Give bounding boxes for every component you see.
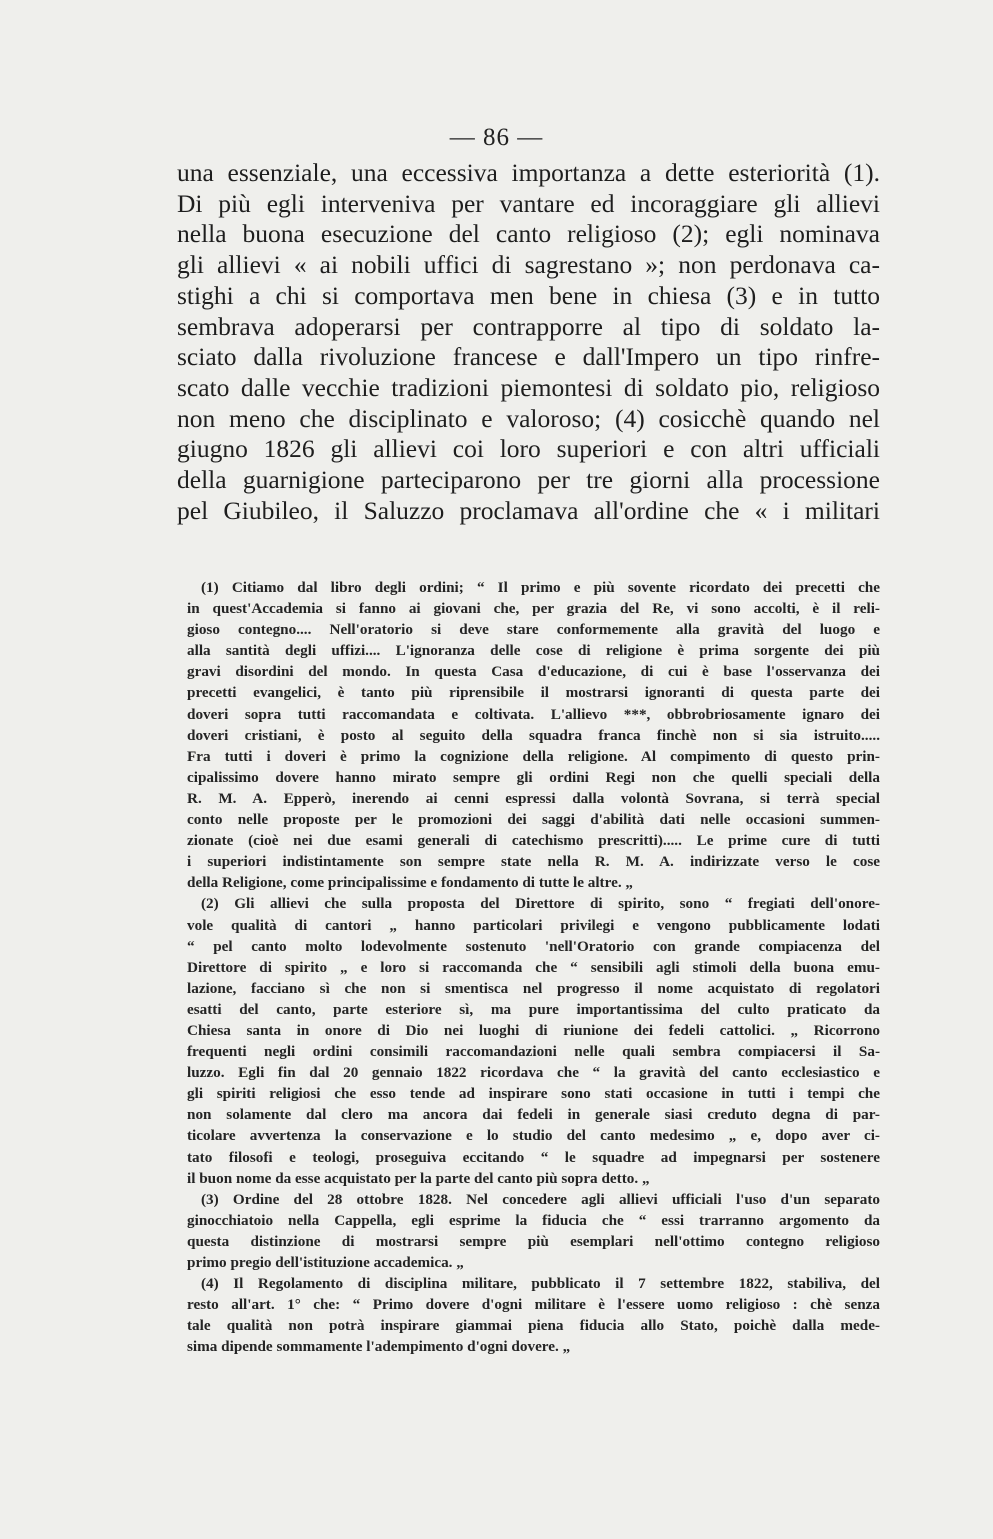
footnote-2 bbox=[187, 893, 880, 1188]
footnote-1 bbox=[187, 577, 880, 893]
footnote-line: (4) Il Regolamento di disciplina militare, pubblicato il 7 settembre 1822, stabiliva, del bbox=[201, 1275, 880, 1293]
footnote-line: Direttore di spirito „ e loro si raccomanda che “ sensibili agli stimoli della buona emu- bbox=[187, 958, 880, 976]
main-text-line: sciato dalla rivoluzione francese e dall'Impero un tipo rinfre- bbox=[177, 342, 880, 372]
page-number: — 86 — bbox=[449, 124, 544, 151]
main-text-line: non meno che disciplinato e valoroso; (4) cosicchè quando nel bbox=[177, 403, 880, 433]
footnote-line: della Religione, come principalissime e fondamento di tutte le altre. „ bbox=[187, 874, 634, 892]
footnote-line: resto all'art. 1° che: “ Primo dovere d'ogni militare è l'essere uomo religioso : chè senza bbox=[187, 1296, 880, 1314]
footnote-line: alla santità degli uffizi.... L'ignoranza delle cose di religione è prima sorgente dei più bbox=[187, 642, 880, 660]
footnote-line: primo pregio dell'istituzione accademica. „ bbox=[187, 1254, 464, 1271]
footnote-line: doveri sopra tutti raccomandata e coltivata. L'allievo ***, obbrobriosamente ignaro dei bbox=[187, 705, 880, 723]
footnote-line: in quest'Accademia si fanno ai giovani che, per grazia del Re, vi sono accolti, è il reli- bbox=[187, 600, 880, 618]
footnote-line: precetti evangelici, è tanto più riprensibile il mostrarsi ignoranti di questa parte dei bbox=[187, 684, 880, 702]
footnote-line: (3) Ordine del 28 ottobre 1828. Nel concedere agli allievi ufficiali l'uso d'un separato bbox=[201, 1190, 880, 1208]
main-text-line: scato dalle vecchie tradizioni piemontesi di soldato pio, religioso bbox=[177, 372, 880, 402]
footnote-line: tale qualità non potrà inspirare giammai piena fiducia allo Stato, poichè dalla mede- bbox=[187, 1317, 880, 1335]
main-text-line: pel Giubileo, il Saluzzo proclamava all'ordine che « i militari bbox=[177, 495, 880, 525]
footnote-line: cipalissimo dovere hanno mirato sempre gli ordini Regi non che quelli speciali della bbox=[187, 768, 880, 786]
footnote-line: il buon nome da esse acquistato per la parte del canto più sopra detto. „ bbox=[187, 1169, 650, 1187]
footnote-3 bbox=[187, 1189, 880, 1273]
footnote-line: conto nelle proposte per le promozioni dei saggi d'abilità dati nelle occasioni summen- bbox=[187, 811, 880, 829]
footnote-line: luzzo. Egli fin dal 20 gennaio 1822 ricordava che “ la gravità del canto ecclesiastico e bbox=[187, 1064, 880, 1082]
footnote-line: sima dipende sommamente l'adempimento d'ogni dovere. „ bbox=[187, 1338, 571, 1356]
main-text-line: sembrava adoperarsi per contrapporre al tipo di soldato la- bbox=[177, 311, 880, 341]
footnote-line: R. M. A. Epperò, inerendo ai cenni espressi dalla volontà Sovrana, si terrà special bbox=[187, 789, 880, 807]
footnote-line: ginocchiatoio nella Cappella, egli esprime la fiducia che “ essi trarranno argomento da bbox=[187, 1211, 880, 1229]
footnote-4 bbox=[187, 1273, 880, 1357]
main-text-line: gli allievi « ai nobili uffici di sagrestano »; non perdonava ca- bbox=[177, 250, 880, 280]
footnote-line: Chiesa santa in onore di Dio nei luoghi di riunione dei fedeli cattolici. „ Ricorrono bbox=[187, 1021, 880, 1039]
footnote-line: vole qualità di cantori „ hanno particolari privilegi e vengono pubblicamente lodati bbox=[187, 916, 880, 934]
footnotes bbox=[187, 577, 880, 1357]
main-text-line: nella buona esecuzione del canto religioso (2); egli nominava bbox=[177, 219, 880, 249]
footnote-line: tato filosofi e teologi, proseguiva eccitando “ le squadre ad impegnarsi per sostenere bbox=[187, 1148, 880, 1166]
main-text-line: giugno 1826 gli allievi coi loro superiori e con altri ufficiali bbox=[177, 434, 880, 464]
footnote-line: zionate (cioè nei due esami generali di catechismo prescritti)..... Le prime cure di tutti bbox=[187, 832, 880, 850]
footnote-line: gioso contegno.... Nell'oratorio si deve stare conformemente alla gravità del luogo e bbox=[187, 621, 880, 639]
footnote-line: i superiori indistintamente son sempre state nella R. M. A. indirizzate verso le cose bbox=[187, 853, 880, 871]
footnote-line: frequenti negli ordini consimili raccomandazioni nelle quali sembra compiacersi il Sa- bbox=[187, 1043, 880, 1061]
footnote-line: ticolare avvertenza la conservazione e lo studio del canto medesimo „ e, dopo aver ci- bbox=[187, 1127, 880, 1145]
main-text-line: una essenziale, una eccessiva importanza a dette esteriorità (1). bbox=[177, 158, 880, 187]
footnote-line: gli spiriti religiosi che esso tende ad inspirare sono stati occasione in tutti i tempi che bbox=[187, 1085, 880, 1103]
footnote-line: (2) Gli allievi che sulla proposta del Direttore di spirito, sono “ fregiati dell'onore- bbox=[201, 895, 880, 913]
footnote-line: Fra tutti i doveri è primo la cognizione della religione. Al compimento di questo prin- bbox=[187, 747, 880, 765]
footnote-line: doveri cristiani, è posto al seguito della squadra franca finchè non si sia istruito..... bbox=[187, 726, 880, 744]
footnote-line: gravi disordini del mondo. In questa Casa d'educazione, di cui è base l'osservanza dei bbox=[187, 663, 880, 681]
main-text-line: della guarnigione parteciparono per tre giorni alla processione bbox=[177, 465, 880, 495]
footnote-line: non solamente dal clero ma ancora dai fedeli in generale siasi creduto degna di par- bbox=[187, 1106, 880, 1124]
main-text-line: Di più egli interveniva per vantare ed incoraggiare gli allievi bbox=[177, 188, 880, 218]
footnote-line: (1) Citiamo dal libro degli ordini; “ Il primo e più sovente ricordato dei precetti che bbox=[201, 579, 880, 596]
footnote-line: esatti del canto, parte esteriore sì, ma pure importantissima del culto praticato da bbox=[187, 1000, 880, 1018]
footnote-line: “ pel canto molto lodevolmente sostenuto 'nell'Oratorio con grande compiacenza del bbox=[187, 937, 880, 955]
footnote-line: lazione, facciano sì che non si smentisca nel progresso il nome acquistato di regolatori bbox=[187, 979, 880, 997]
main-text-line: stighi a chi si comportava men bene in chiesa (3) e in tutto bbox=[177, 280, 880, 310]
footnote-line: questa distinzione di mostrarsi sempre più esemplari nell'ottimo contegno religioso bbox=[187, 1232, 880, 1250]
main-text bbox=[177, 158, 880, 526]
